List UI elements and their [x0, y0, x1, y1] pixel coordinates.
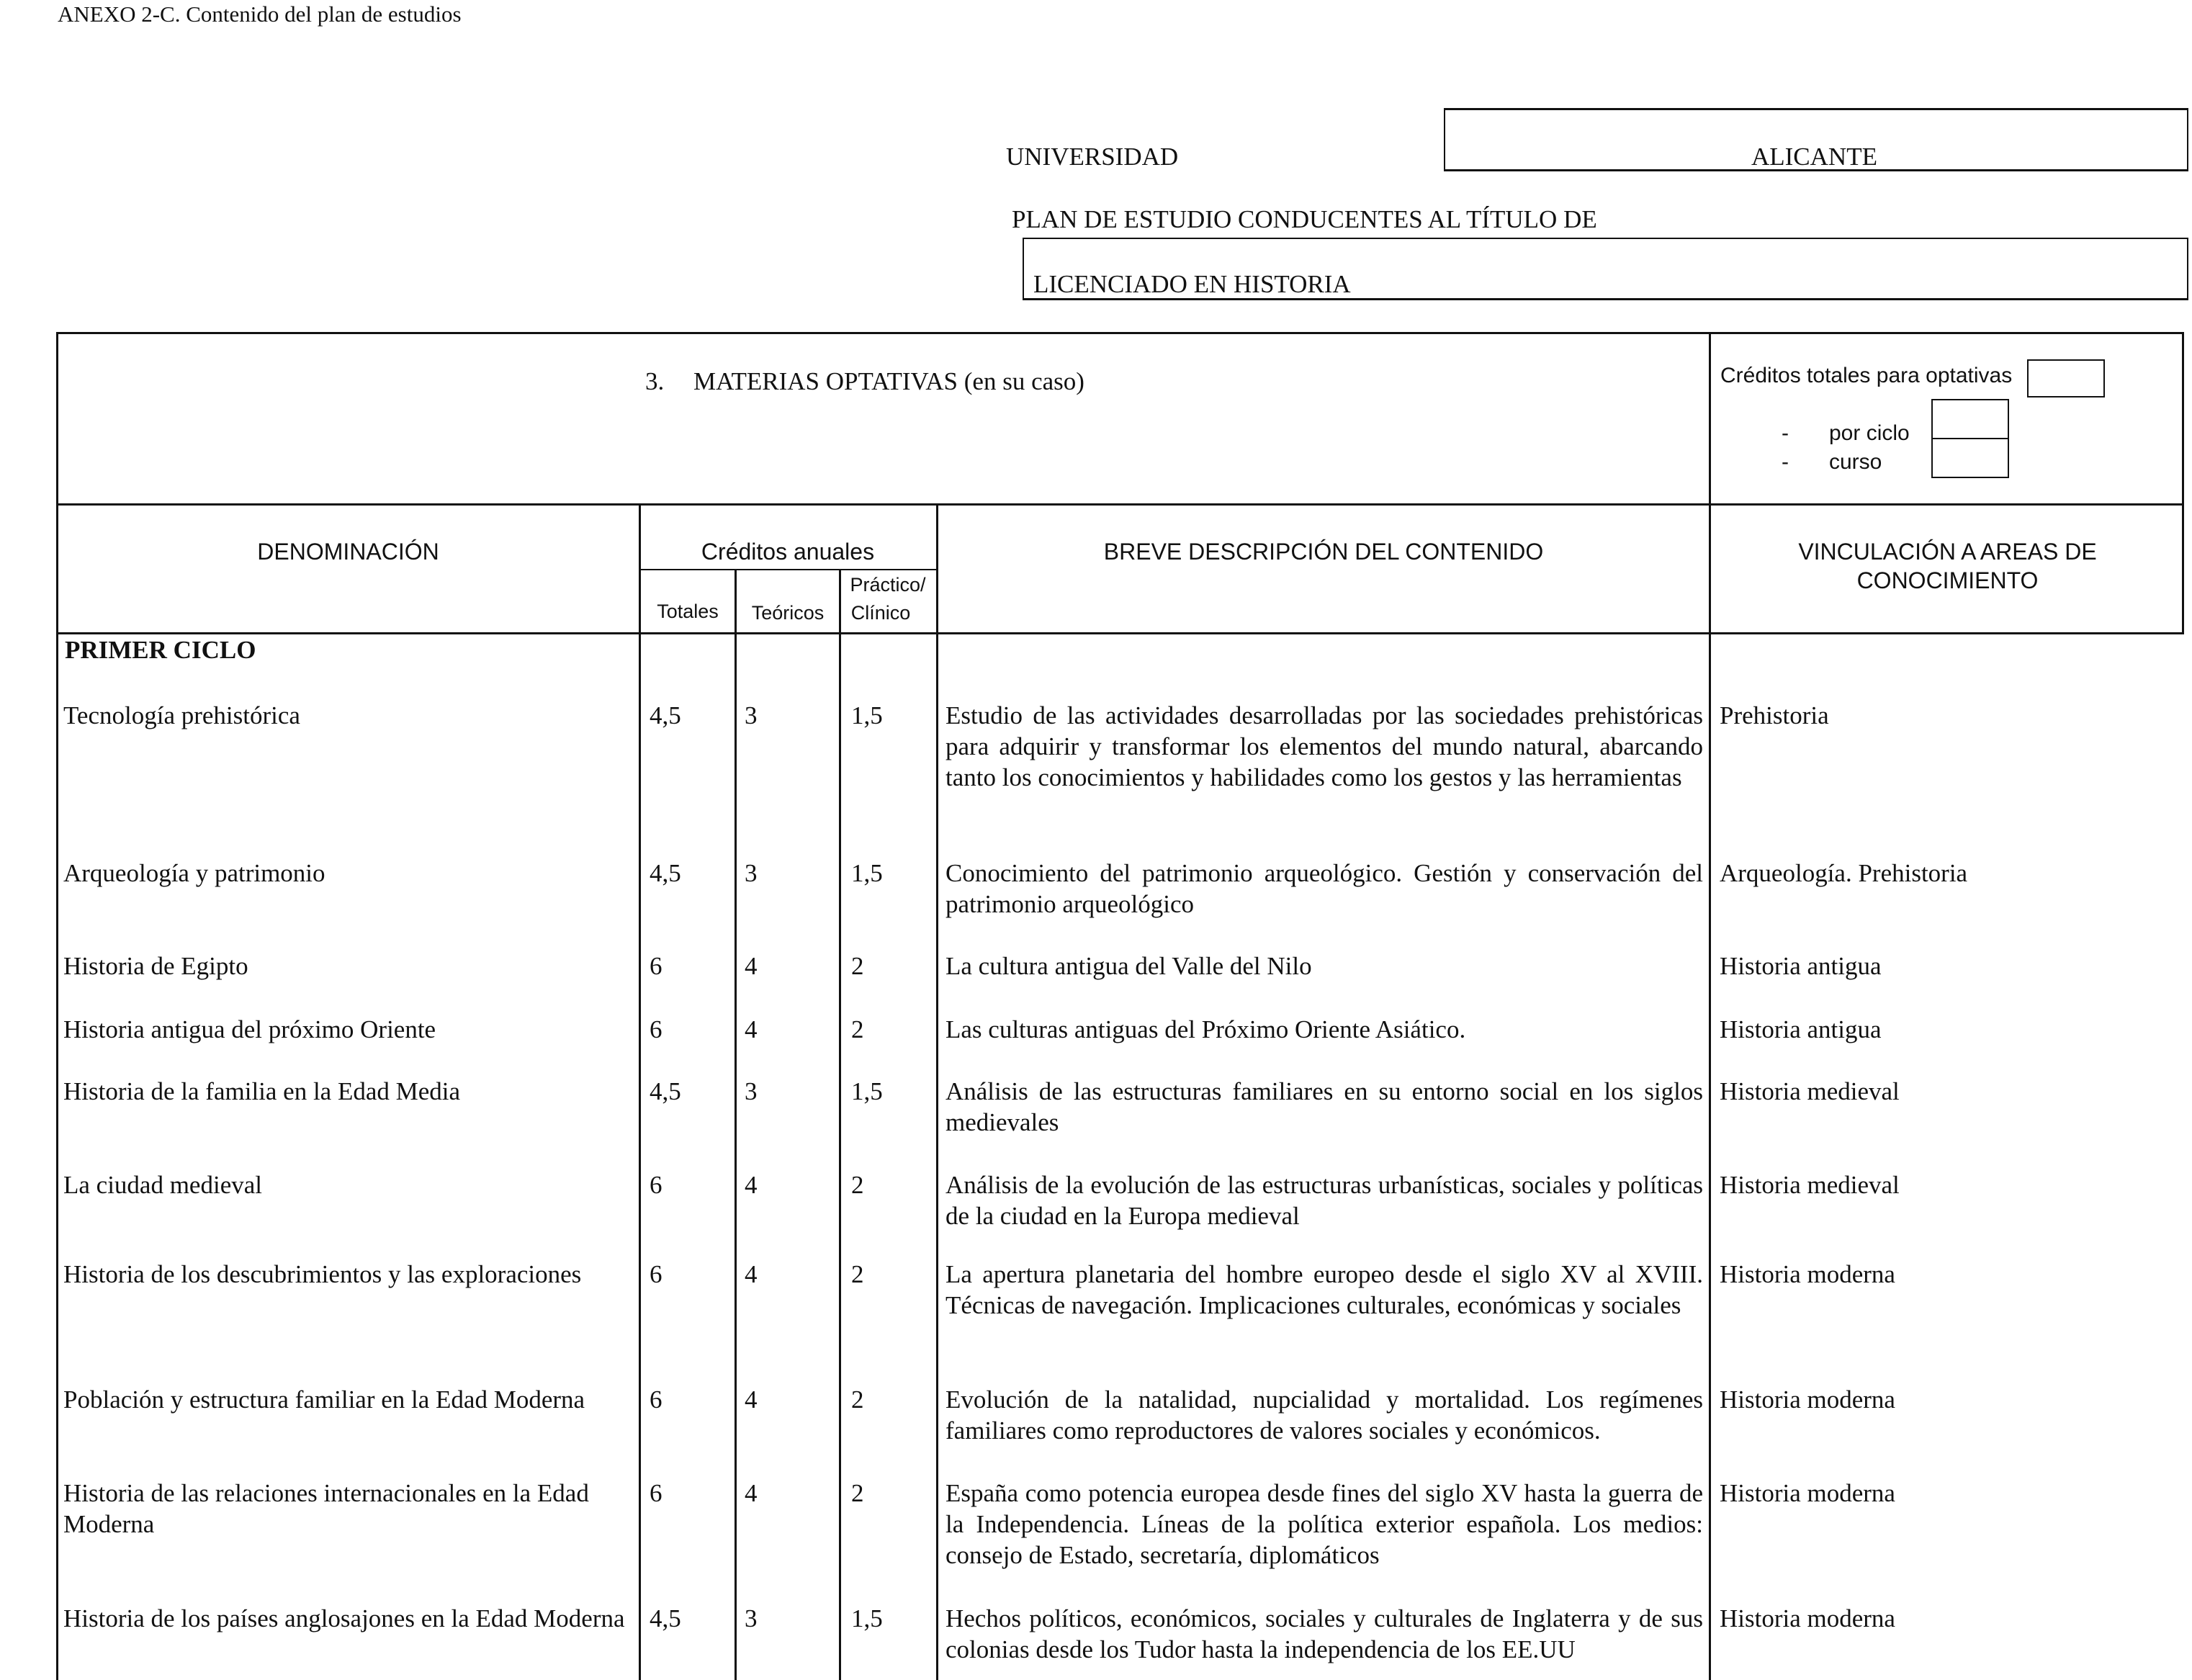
subject-name: Historia antigua del próximo Oriente: [63, 1015, 436, 1043]
plan-label: PLAN DE ESTUDIO CONDUCENTES AL TÍTULO DE: [1012, 205, 1597, 233]
subject-description: Análisis de la evolución de las estructuras urbanísticas, sociales y políticas de la ciudad en la Europa medieval: [945, 1171, 1703, 1230]
credits-practice: 2: [851, 1171, 864, 1199]
credits-total: 4,5: [650, 1077, 681, 1105]
optional-credits-total-label: Créditos totales para optativas: [1720, 364, 2013, 387]
credits-practice: 1,5: [851, 859, 883, 887]
subject-name: La ciudad medieval: [63, 1171, 262, 1199]
section-title: MATERIAS OPTATIVAS (en su caso): [693, 367, 1084, 395]
subject-name: Historia de los países anglosajones en la Edad Moderna: [63, 1604, 625, 1632]
subject-description: La apertura planetaria del hombre europeo desde el siglo XV al XVIII. Técnicas de navegación. Implicaciones culturales, económicas y sociales: [945, 1260, 1703, 1319]
degree-title: LICENCIADO EN HISTORIA: [1033, 270, 1351, 298]
credits-theory: 4: [745, 1479, 758, 1507]
knowledge-area: Historia medieval: [1720, 1171, 1900, 1199]
subject-description: Hechos políticos, económicos, sociales y culturales de Inglaterra y de sus colonias desde los Tudor hasta la independencia de los EE.UU: [945, 1604, 1703, 1663]
university-value: ALICANTE: [1751, 143, 1877, 171]
credits-total: 6: [650, 1260, 662, 1288]
knowledge-area: Historia moderna: [1720, 1385, 1895, 1414]
knowledge-area: Historia moderna: [1720, 1479, 1895, 1507]
credits-theory: 3: [745, 1604, 758, 1632]
per-cycle-course-divider: [1931, 438, 2009, 439]
knowledge-area: Historia antigua: [1720, 952, 1882, 980]
credits-practice: 2: [851, 1015, 864, 1043]
credits-practice: 2: [851, 1385, 864, 1414]
credits-theory: 4: [745, 1171, 758, 1199]
subject-description: Las culturas antiguas del Próximo Oriente Asiático.: [945, 1015, 1466, 1043]
knowledge-area: Prehistoria: [1720, 701, 1829, 729]
credits-theory: 4: [745, 1260, 758, 1288]
credits-practice: 2: [851, 1479, 864, 1507]
subject-name: Población y estructura familiar en la Edad Moderna: [63, 1385, 585, 1414]
cycle-label: PRIMER CICLO: [65, 636, 256, 664]
clinical-header: Clínico: [850, 602, 911, 624]
annex-title: ANEXO 2-C. Contenido del plan de estudios: [58, 1, 462, 27]
credits-total: 6: [650, 952, 662, 980]
knowledge-area: Historia antigua: [1720, 1015, 1882, 1043]
knowledge-area: Historia moderna: [1720, 1260, 1895, 1288]
credits-practice: 2: [851, 952, 864, 980]
knowledge-area: Historia moderna: [1720, 1604, 1895, 1632]
credits-practice: 1,5: [851, 1077, 883, 1105]
subject-name: Arqueología y patrimonio: [63, 859, 325, 887]
subject-name: Historia de las relaciones internacionales en la Edad Moderna: [63, 1479, 589, 1538]
denomination-header: DENOMINACIÓN: [257, 539, 439, 565]
university-label: UNIVERSIDAD: [1006, 143, 1179, 171]
credits-total: 6: [650, 1385, 662, 1414]
theory-header: Teóricos: [751, 602, 825, 624]
description-header: BREVE DESCRIPCIÓN DEL CONTENIDO: [1103, 539, 1544, 565]
practice-header: Práctico/: [850, 574, 926, 596]
dash: -: [1782, 421, 1789, 445]
credits-total: 4,5: [650, 1604, 681, 1632]
subject-description: Análisis de las estructuras familiares en su entorno social en los siglos medievales: [945, 1077, 1703, 1136]
area-header-line1: VINCULACIÓN A AREAS DE: [1798, 539, 2097, 565]
dash: -: [1782, 450, 1789, 474]
credits-theory: 4: [745, 952, 758, 980]
subject-name: Tecnología prehistórica: [63, 701, 300, 729]
subject-description: Conocimiento del patrimonio arqueológico. Gestión y conservación del patrimonio arqueológico: [945, 859, 1703, 918]
subject-name: Historia de los descubrimientos y las exploraciones: [63, 1260, 582, 1288]
area-header-line2: CONOCIMIENTO: [1856, 567, 2039, 593]
credits-theory: 4: [745, 1385, 758, 1414]
credits-theory: 4: [745, 1015, 758, 1043]
credits-theory: 3: [745, 1077, 758, 1105]
knowledge-area: Arqueología. Prehistoria: [1720, 859, 1968, 887]
subject-description: Estudio de las actividades desarrolladas por las sociedades prehistóricas para adquirir y transformar los elementos del mundo natural, abarcando tanto los conocimientos y habilidades como los gestos y las herramientas: [945, 701, 1703, 791]
subject-description: Evolución de la natalidad, nupcialidad y mortalidad. Los regímenes familiares como reproductores de valores sociales y económicos.: [945, 1385, 1703, 1445]
knowledge-area: Historia medieval: [1720, 1077, 1900, 1105]
optional-credits-total-box: [2027, 359, 2105, 397]
credits-total: 4,5: [650, 701, 681, 729]
totals-header: Totales: [657, 601, 719, 622]
course-label: curso: [1829, 450, 1882, 474]
credits-practice: 1,5: [851, 701, 883, 729]
subject-name: Historia de Egipto: [63, 952, 248, 980]
credits-theory: 3: [745, 859, 758, 887]
credits-total: 6: [650, 1171, 662, 1199]
credits-practice: 1,5: [851, 1604, 883, 1632]
per-cycle-label: por ciclo: [1829, 421, 1910, 445]
subject-name: Historia de la familia en la Edad Media: [63, 1077, 461, 1105]
credits-practice: 2: [851, 1260, 864, 1288]
annual-credits-header: Créditos anuales: [701, 539, 875, 565]
subject-description: España como potencia europea desde fines del siglo XV hasta la guerra de la Independencia. Líneas de la política exterior española. Los medios: consejo de Estado, secretaría, diplomáticos: [945, 1479, 1703, 1569]
credits-total: 6: [650, 1479, 662, 1507]
section-number: 3.: [645, 367, 665, 395]
subject-description: La cultura antigua del Valle del Nilo: [945, 952, 1312, 980]
credits-total: 4,5: [650, 859, 681, 887]
credits-theory: 3: [745, 701, 758, 729]
credits-total: 6: [650, 1015, 662, 1043]
